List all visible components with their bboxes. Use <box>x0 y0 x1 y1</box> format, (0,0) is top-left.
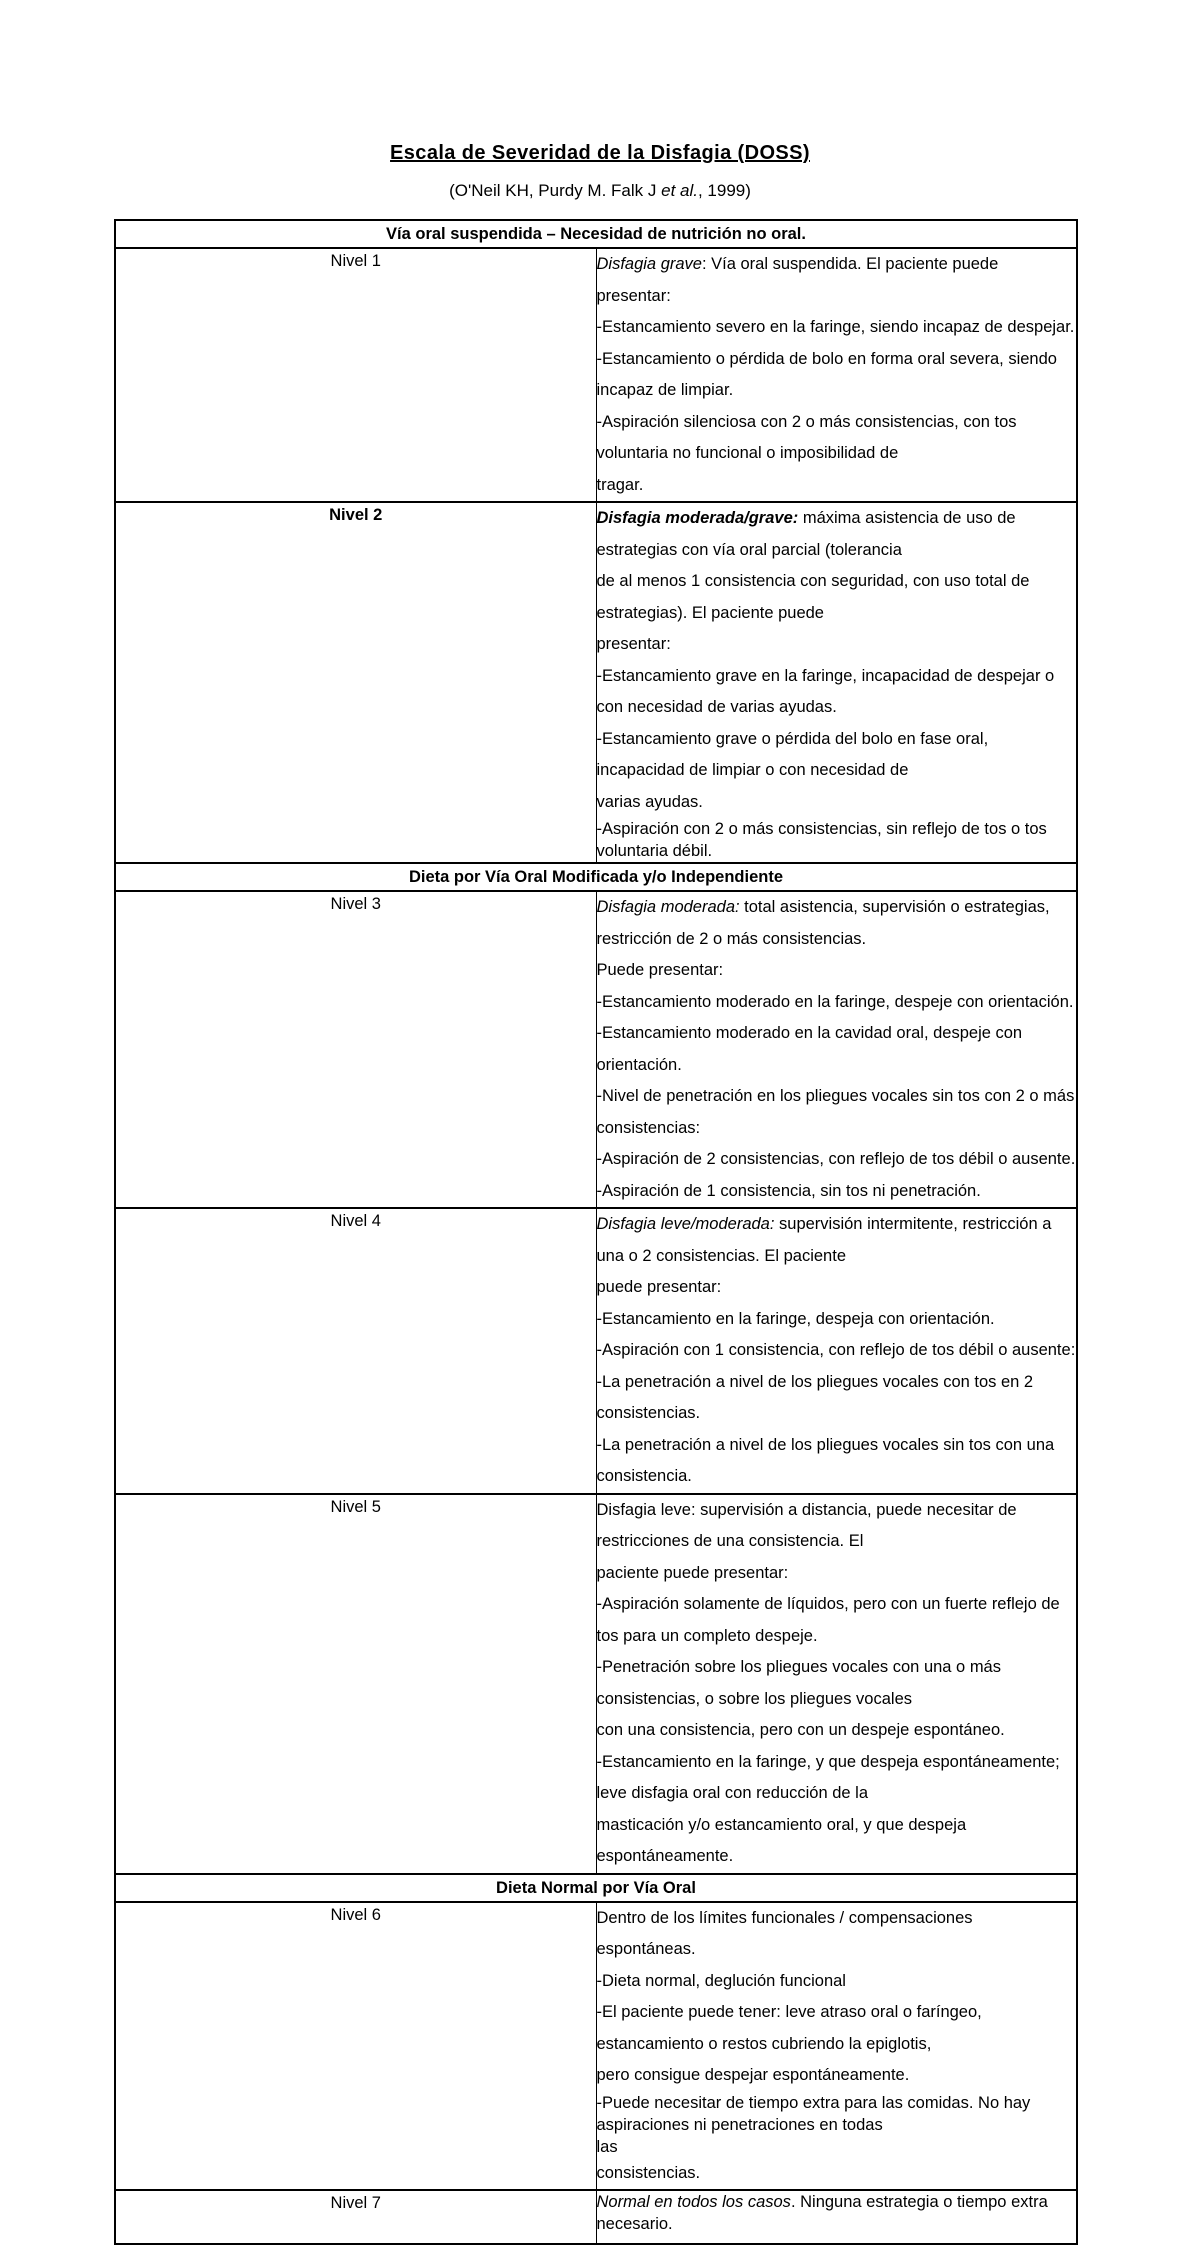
citation-etal: et al. <box>661 181 698 200</box>
level-intro <box>597 1209 1077 1272</box>
description-line: paciente puede presentar: <box>596 1563 789 1582</box>
description-line: consistencias. <box>596 2163 701 2182</box>
level-intro <box>597 1903 1077 1966</box>
level-row <box>115 2190 1077 2244</box>
level-description <box>596 502 1077 863</box>
description-line: -El paciente puede tener: leve atraso oral o faríngeo, estancamiento o restos cubriendo la epiglotis, <box>596 2003 982 2053</box>
description-line: -Aspiración solamente de líquidos, pero con un fuerte reflejo de tos para un completo despeje. <box>596 1595 1060 1645</box>
description-line: -La penetración a nivel de los pliegues vocales sin tos con una consistencia. <box>596 1435 1055 1485</box>
citation-year: , 1999) <box>697 181 751 200</box>
level-description <box>596 248 1077 502</box>
severity-title: Normal en todos los casos <box>596 2193 791 2211</box>
level-label: Nivel 2 <box>115 502 596 863</box>
description-line: pero consigue despejar espontáneamente. <box>596 2066 910 2084</box>
description-line: -Aspiración de 1 consistencia, sin tos ni penetración. <box>596 1181 981 1200</box>
level-row <box>115 1902 1077 2191</box>
description-line: puede presentar: <box>596 1278 722 1296</box>
level-label: Nivel 1 <box>115 248 596 502</box>
description-line: -Puede necesitar de tiempo extra para las comidas. No hay aspiraciones ni penetraciones en todas <box>596 2093 1031 2134</box>
level-label: Nivel 5 <box>115 1494 596 1874</box>
section-header-row <box>115 220 1077 248</box>
level-label: Nivel 4 <box>115 1208 596 1494</box>
intro-text: Disfagia leve: supervisión a distancia, puede necesitar de restricciones de una consistencia. El <box>596 1500 1017 1550</box>
level-description <box>596 1494 1077 1874</box>
description-line: -Estancamiento severo en la faringe, siendo incapaz de despejar. <box>596 318 1075 336</box>
level-label: Nivel 3 <box>115 891 596 1208</box>
intro-text: Dentro de los límites funcionales / compensaciones espontáneas. <box>596 1908 973 1958</box>
section-header: Dieta por Vía Oral Modificada y/o Independiente <box>115 863 1077 891</box>
description-line: -Aspiración con 1 consistencia, con reflejo de tos débil o ausente: <box>596 1341 1076 1359</box>
description-line: -Dieta normal, deglución funcional <box>596 1971 846 1990</box>
description-line: con una consistencia, pero con un despeje espontáneo. <box>596 1721 1005 1739</box>
doss-table <box>114 219 1078 2245</box>
description-line: -Estancamiento en la faringe, despeja con orientación. <box>596 1309 995 1328</box>
description-line: varias ayudas. <box>596 792 703 811</box>
level-label: Nivel 6 <box>115 1902 596 2191</box>
description-line: -Aspiración con 2 o más consistencias, sin reflejo de tos o tos voluntaria débil. <box>596 820 1047 860</box>
severity-title: Disfagia grave <box>596 255 702 273</box>
description-line: tragar. <box>596 475 644 494</box>
severity-title: Disfagia leve/moderada: <box>596 1215 775 1233</box>
intro-text: máxima asistencia de uso de estrategias con vía oral parcial (tolerancia <box>596 509 1016 559</box>
intro-text: . Ninguna estrategia o tiempo extra necesario. <box>596 2193 1048 2233</box>
citation <box>0 181 1200 201</box>
description-line: -Nivel de penetración en los pliegues vocales sin tos con 2 o más consistencias: <box>596 1087 1075 1137</box>
level-intro <box>597 892 1077 955</box>
level-description <box>596 1208 1077 1494</box>
level-row <box>115 1208 1077 1494</box>
level-row <box>115 248 1077 502</box>
section-header: Dieta Normal por Vía Oral <box>115 1874 1077 1902</box>
level-intro <box>597 1495 1077 1558</box>
description-line: las <box>596 2137 618 2156</box>
severity-title: Disfagia moderada: <box>596 898 740 916</box>
description-line: -Penetración sobre los pliegues vocales con una o más consistencias, o sobre los pliegues vocales <box>596 1658 1001 1708</box>
section-header-row <box>115 863 1077 891</box>
intro-text: supervisión intermitente, restricción a una o 2 consistencias. El paciente <box>596 1215 1052 1265</box>
level-description <box>596 1902 1077 2191</box>
level-intro <box>597 503 1077 566</box>
description-line: -Estancamiento en la faringe, y que despeja espontáneamente; leve disfagia oral con reducción de la <box>596 1752 1060 1802</box>
severity-title: Disfagia moderada/grave: <box>596 509 799 527</box>
description-line: de al menos 1 consistencia con seguridad, con uso total de estrategias). El paciente puede <box>596 572 1030 622</box>
description-line: -Estancamiento grave o pérdida del bolo en fase oral, incapacidad de limpiar o con necesidad de <box>596 729 989 779</box>
intro-text: total asistencia, supervisión o estrategias, restricción de 2 o más consistencias. <box>596 898 1050 948</box>
document-title: Escala de Severidad de la Disfagia (DOSS) <box>390 142 810 164</box>
description-line: -Aspiración de 2 consistencias, con reflejo de tos débil o ausente. <box>596 1150 1076 1168</box>
section-header-row <box>115 1874 1077 1902</box>
level-description <box>596 2190 1077 2244</box>
level-intro <box>597 249 1077 312</box>
description-line: -Aspiración silenciosa con 2 o más consistencias, con tos voluntaria no funcional o imposibilidad de <box>596 412 1017 462</box>
description-line: -Estancamiento grave en la faringe, incapacidad de despejar o con necesidad de varias ayudas. <box>596 666 1055 716</box>
description-line: presentar: <box>596 635 671 653</box>
description-line: -Estancamiento o pérdida de bolo en forma oral severa, siendo incapaz de limpiar. <box>596 349 1057 399</box>
level-label: Nivel 7 <box>115 2190 596 2244</box>
section-header: Vía oral suspendida – Necesidad de nutrición no oral. <box>115 220 1077 248</box>
description-line: -Estancamiento moderado en la faringe, despeje con orientación. <box>596 992 1074 1011</box>
description-line: -Estancamiento moderado en la cavidad oral, despeje con orientación. <box>596 1024 1023 1074</box>
description-line: masticación y/o estancamiento oral, y que despeja espontáneamente. <box>596 1815 967 1865</box>
level-row <box>115 891 1077 1208</box>
description-line: -La penetración a nivel de los pliegues vocales con tos en 2 consistencias. <box>596 1372 1034 1422</box>
level-row <box>115 502 1077 863</box>
level-description <box>596 891 1077 1208</box>
intro-text: : Vía oral suspendida. El paciente puede presentar: <box>596 255 999 305</box>
description-line: Puede presentar: <box>596 961 724 979</box>
level-row <box>115 1494 1077 1874</box>
citation-authors: (O'Neil KH, Purdy M. Falk J <box>449 181 662 200</box>
level-intro <box>597 2191 1077 2235</box>
